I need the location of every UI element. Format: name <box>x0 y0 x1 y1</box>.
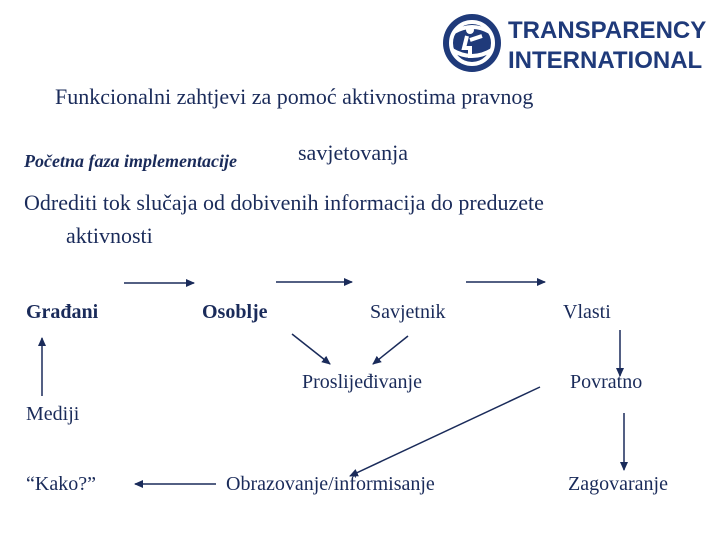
arrow-to-proslijedjivanje-left <box>292 334 330 364</box>
arrow-to-obrazovanje <box>350 387 540 476</box>
node-kako: “Kako?” <box>26 473 96 495</box>
page-title-line1: Funkcionalni zahtjevi za pomoć aktivnostima pravnog <box>55 84 534 109</box>
node-vlasti: Vlasti <box>563 301 611 323</box>
node-savjetnik: Savjetnik <box>370 301 446 323</box>
node-povratno: Povratno <box>570 371 643 393</box>
body-text-line1: Odrediti tok slučaja od dobivenih informacija do preduzete <box>24 190 544 215</box>
node-gradjani: Građani <box>26 301 99 323</box>
page-subtitle: Početna faza implementacije <box>24 151 237 171</box>
body-text-line2: aktivnosti <box>66 223 153 248</box>
node-proslijedjivanje: Proslijeđivanje <box>302 371 422 393</box>
logo-line2: INTERNATIONAL <box>508 47 703 74</box>
logo-line1: TRANSPARENCY <box>508 17 707 44</box>
node-zagovaranje: Zagovaranje <box>568 473 668 495</box>
page-title-line2: savjetovanja <box>298 140 408 165</box>
node-obrazovanje: Obrazovanje/informisanje <box>226 473 435 495</box>
node-osoblje: Osoblje <box>202 301 268 323</box>
transparency-international-logo <box>440 12 710 74</box>
logo-globe-icon <box>440 12 710 74</box>
node-mediji: Mediji <box>26 403 80 425</box>
arrow-to-proslijedjivanje-right <box>373 336 408 364</box>
